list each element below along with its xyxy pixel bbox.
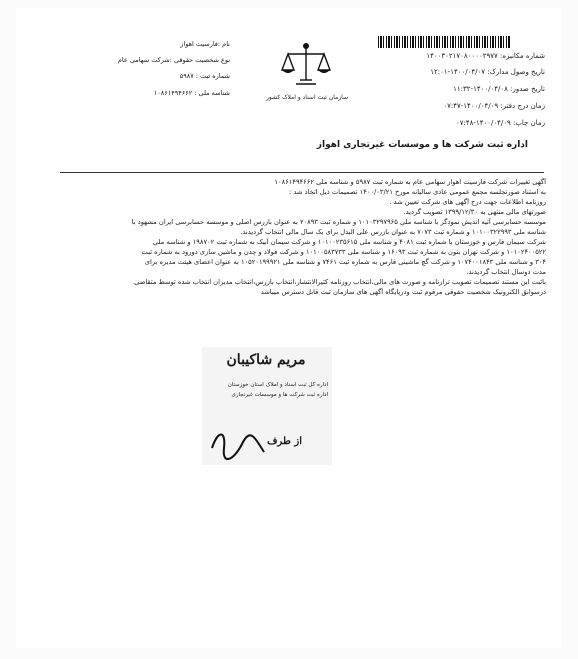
company-reg-number: شماره ثبت : ۵۹۸۷ <box>179 72 230 80</box>
divider <box>60 172 544 173</box>
stamp-line: اداره ثبت شرکت ها و موسسات غیرتجاری <box>231 392 328 398</box>
stamp-name: مریم شاکیبان <box>226 352 306 368</box>
stamp-line: اداره کل ثبت اسناد و املاک استان خوزستان <box>227 382 328 388</box>
print-time: زمان چاپ: ۱۴۰۰/۰۴/۰۹-۰۷:۴۸ <box>456 119 545 127</box>
barcode <box>378 36 510 48</box>
body-line: باثبت این مستند تصمیمات تصویب ترازنامه و صورت های مالی،انتخاب روزنامه کثیرالانتشار،انتخاب بازرس،انتخاب مدیران انتخاب شده توسط متقاضی <box>134 278 546 286</box>
stamp-signature-label: از طرف <box>267 436 302 447</box>
body-line: مدت دوسال انتخاب گردیدند. <box>466 268 546 276</box>
company-national-id: شناسه ملی : ۱۰۸۶۱۴۹۴۶۶۲ <box>153 89 230 97</box>
emblem-org-name: سازمان ثبت اسناد و املاک کشور <box>265 94 349 101</box>
body-line: صورتهای مالی منتهی به ۱۳۹۹/۱۲/۳۰ تصویب گردید. <box>403 208 546 216</box>
company-name: نام :فارسیت اهواز <box>180 40 230 48</box>
receipt-date: تاریخ وصول مدارک: ۱۴۰۰/۰۴/۰۷-۱۲:۰۱ <box>430 68 545 76</box>
office-time: زمان درج دفتر: ۱۴۰۰/۰۴/۰۹-۰۷:۴۷ <box>443 102 545 110</box>
office-title: اداره ثبت شرکت ها و موسسات غیرتجاری اهواز <box>316 140 528 150</box>
registration-number: شماره مکانیزه: ۱۴۰۰۳۰۲۱۷۰۸۰۰۰۰۲۹۷۷ <box>426 52 545 60</box>
body-line: ۳۰۴ و شناسه ملی ۱۰۷۴۰۰۱۸۴۳ و شرکت گچ ماشینی فارس به شماره ثبت ۷۴۶۱ و شناسه ملی ۱۰۵۲۰۱۹۹۹۲۱ به عنوان اعضای هیئت مدیره برای <box>144 258 546 266</box>
body-line: روزنامه اطلاعات جهت درج آگهی های شرکت تعیین شد . <box>389 198 546 206</box>
body-line: موسسه حسابرسی آتیه اندیش نمودگر با شناسه ملی ۱۰۱۰۳۲۹۷۹۶۵ و شماره ثبت ۲۰۸۹۳ به عنوان بازرس اصلی و موسسه حسابرسی ایران مشهود با <box>131 218 546 226</box>
body-line: به استناد صورتجلسه مجمع عمومی عادی سالیانه مورخ ۱۴۰۰/۰۳/۲۱ تصمیمات ذیل اتخاذ شد : <box>288 188 546 196</box>
issue-date: تاریخ صدور: ۱۴۰۰/۰۴/۰۸-۱۱:۳۲ <box>453 85 545 93</box>
body-line: شناسه ملی ۱۰۱۰۰۳۲۲۹۹۳ و شماره ثبت ۷۰۷۳ به عنوان بازرس علی البدل برای یک سال مالی انتخاب گردیدند. <box>240 228 546 236</box>
emblem-icon <box>278 40 334 92</box>
body-line: آگهی تغییرات شرکت فارسیت اهواز سهامی عام به شماره ثبت ۵۹۸۷ و شناسه ملی ۱۰۸۶۱۴۹۴۶۶۲ <box>274 178 546 186</box>
signature-icon <box>206 426 270 466</box>
company-legal-type: نوع شخصیت حقوقی :شرکت سهامی عام <box>117 56 230 64</box>
body-line: درسوابق الکترونیک شخصیت حقوقی مرقوم ثبت ودرپایگاه آگهی های سازمان ثبت قابل دسترس میباشد <box>260 288 546 296</box>
body-line: شرکت سیمان فارس و خوزستان با شماره ثبت ۴۰۸۱ و شناسه ملی ۱۰۱۰۰۲۳۵۶۱۵ و شرکت سیمان آبیک به شماره ثبت ۱۹۸۷۰۲ و شناسه ملی <box>152 238 546 246</box>
body-line: ۱۰۱۰۲۴۰۰۵۲۲ و شرکت تهران بتون به شماره ثبت ۱۶۰۹۳ و شناسه ملی ۱۰۱۰۰۵۸۳۷۳۳ و شرکت فولاد و چدن و ماشین سازی دورود به شماره ثبت <box>141 248 546 256</box>
